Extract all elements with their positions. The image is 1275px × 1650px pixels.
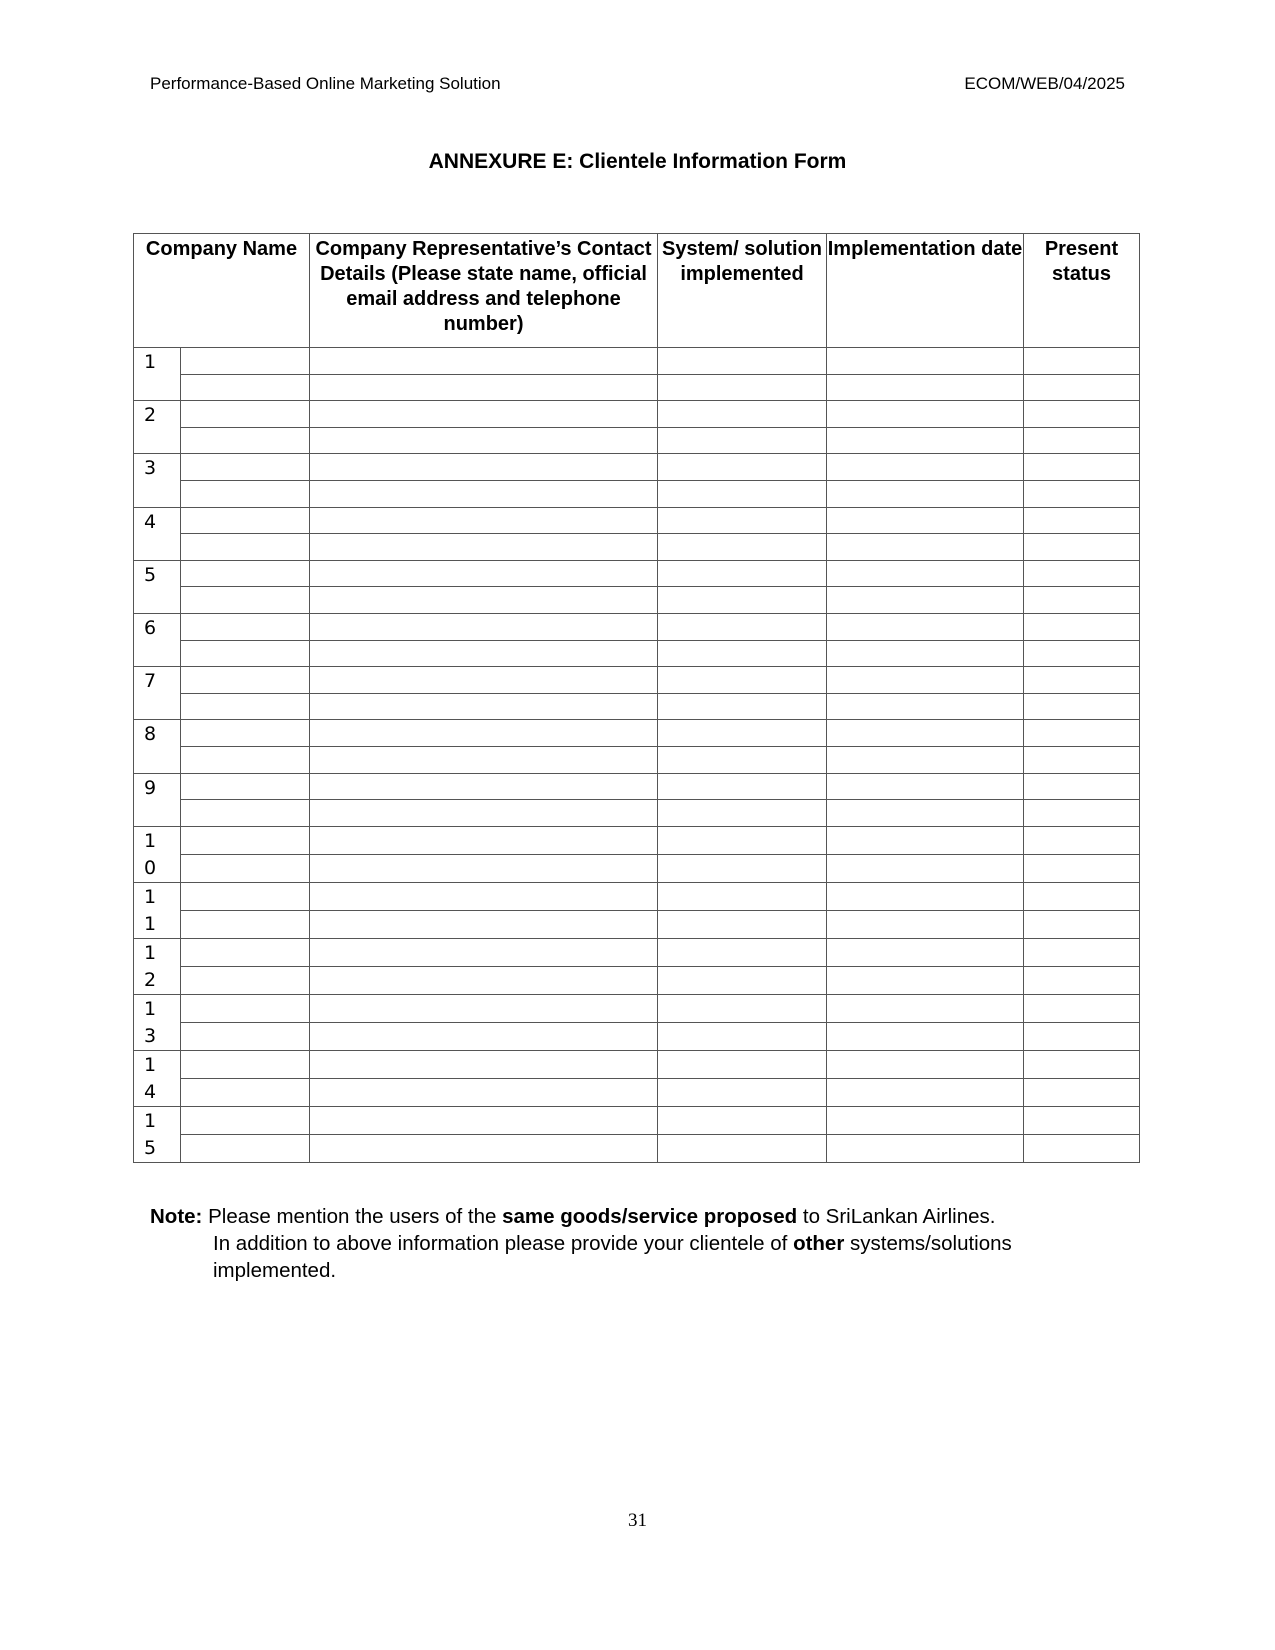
- blank-cell[interactable]: [181, 966, 310, 994]
- table-row: [134, 401, 1140, 428]
- blank-cell[interactable]: [658, 1106, 827, 1134]
- blank-cell[interactable]: [310, 938, 658, 966]
- note-bold-text: other: [793, 1232, 845, 1255]
- table-row: [134, 348, 1140, 375]
- blank-cell[interactable]: [1024, 854, 1140, 882]
- blank-cell[interactable]: [1024, 454, 1140, 481]
- blank-cell[interactable]: [658, 746, 827, 773]
- blank-cell[interactable]: [658, 882, 827, 910]
- blank-cell[interactable]: [827, 374, 1024, 401]
- table-row: [134, 720, 1140, 747]
- blank-cell[interactable]: [827, 800, 1024, 827]
- note-text: Please mention the users of the: [202, 1205, 503, 1228]
- table-row: [134, 613, 1140, 640]
- row-number: 6: [134, 613, 181, 666]
- header-document-title: Performance-Based Online Marketing Solution: [150, 74, 501, 93]
- blank-cell[interactable]: [310, 587, 658, 614]
- blank-cell[interactable]: [827, 1022, 1024, 1050]
- table-row: [134, 746, 1140, 773]
- blank-cell[interactable]: [827, 534, 1024, 561]
- blank-cell[interactable]: [181, 1022, 310, 1050]
- blank-cell[interactable]: [310, 882, 658, 910]
- row-number: 4: [134, 507, 181, 560]
- blank-cell[interactable]: [1024, 401, 1140, 428]
- blank-cell[interactable]: [181, 720, 310, 747]
- table-row: [134, 773, 1140, 800]
- blank-cell[interactable]: [658, 534, 827, 561]
- row-number: 1 1: [134, 882, 181, 938]
- row-number: 3: [134, 454, 181, 507]
- blank-cell[interactable]: [181, 1050, 310, 1078]
- blank-cell[interactable]: [310, 613, 658, 640]
- blank-cell[interactable]: [181, 587, 310, 614]
- blank-cell[interactable]: [827, 1078, 1024, 1106]
- table-row: [134, 966, 1140, 994]
- col-header-system-solution: System/ solution implemented: [658, 234, 827, 348]
- blank-cell[interactable]: [827, 560, 1024, 587]
- blank-cell[interactable]: [310, 348, 658, 375]
- blank-cell[interactable]: [1024, 994, 1140, 1022]
- blank-cell[interactable]: [181, 348, 310, 375]
- blank-cell[interactable]: [181, 454, 310, 481]
- blank-cell[interactable]: [181, 773, 310, 800]
- table-header-row: [134, 234, 1140, 348]
- blank-cell[interactable]: [827, 966, 1024, 994]
- blank-cell[interactable]: [658, 401, 827, 428]
- blank-cell[interactable]: [658, 1050, 827, 1078]
- blank-cell[interactable]: [1024, 507, 1140, 534]
- blank-cell[interactable]: [827, 746, 1024, 773]
- blank-cell[interactable]: [658, 910, 827, 938]
- blank-cell[interactable]: [658, 994, 827, 1022]
- col-header-contact-details: Company Representative’s Contact Details (Please state name, official email address and telephone number): [310, 234, 658, 348]
- blank-cell[interactable]: [1024, 800, 1140, 827]
- blank-cell[interactable]: [827, 640, 1024, 667]
- table-row: [134, 640, 1140, 667]
- table-row: [134, 1078, 1140, 1106]
- blank-cell[interactable]: [1024, 613, 1140, 640]
- blank-cell[interactable]: [1024, 882, 1140, 910]
- blank-cell[interactable]: [1024, 560, 1140, 587]
- blank-cell[interactable]: [181, 667, 310, 694]
- blank-cell[interactable]: [658, 1134, 827, 1162]
- row-number: 1 4: [134, 1050, 181, 1106]
- blank-cell[interactable]: [658, 667, 827, 694]
- blank-cell[interactable]: [1024, 1050, 1140, 1078]
- blank-cell[interactable]: [658, 966, 827, 994]
- blank-cell[interactable]: [827, 910, 1024, 938]
- blank-cell[interactable]: [827, 720, 1024, 747]
- blank-cell[interactable]: [310, 1022, 658, 1050]
- blank-cell[interactable]: [658, 1022, 827, 1050]
- blank-cell[interactable]: [310, 1134, 658, 1162]
- table-row: [134, 374, 1140, 401]
- row-number: 9: [134, 773, 181, 826]
- blank-cell[interactable]: [181, 1106, 310, 1134]
- blank-cell[interactable]: [181, 800, 310, 827]
- blank-cell[interactable]: [310, 800, 658, 827]
- blank-cell[interactable]: [181, 507, 310, 534]
- blank-cell[interactable]: [1024, 1022, 1140, 1050]
- blank-cell[interactable]: [658, 374, 827, 401]
- table-row: [134, 427, 1140, 454]
- blank-cell[interactable]: [181, 938, 310, 966]
- blank-cell[interactable]: [658, 480, 827, 507]
- blank-cell[interactable]: [1024, 348, 1140, 375]
- blank-cell[interactable]: [1024, 1078, 1140, 1106]
- blank-cell[interactable]: [658, 507, 827, 534]
- row-number: 8: [134, 720, 181, 773]
- blank-cell[interactable]: [827, 773, 1024, 800]
- table-row: [134, 560, 1140, 587]
- blank-cell[interactable]: [181, 746, 310, 773]
- blank-cell[interactable]: [827, 994, 1024, 1022]
- table-row: [134, 1134, 1140, 1162]
- blank-cell[interactable]: [310, 480, 658, 507]
- table-row: [134, 882, 1140, 910]
- blank-cell[interactable]: [827, 667, 1024, 694]
- blank-cell[interactable]: [1024, 1106, 1140, 1134]
- note-line-1: [150, 1203, 1110, 1230]
- blank-cell[interactable]: [658, 1078, 827, 1106]
- form-title: ANNEXURE E: Clientele Information Form: [428, 150, 847, 173]
- blank-cell[interactable]: [310, 910, 658, 938]
- blank-cell[interactable]: [827, 938, 1024, 966]
- blank-cell[interactable]: [1024, 374, 1140, 401]
- page-number: 31: [628, 1510, 647, 1531]
- blank-cell[interactable]: [181, 882, 310, 910]
- blank-cell[interactable]: [310, 693, 658, 720]
- blank-cell[interactable]: [827, 401, 1024, 428]
- blank-cell[interactable]: [658, 613, 827, 640]
- table-row: [134, 854, 1140, 882]
- table-row: [134, 994, 1140, 1022]
- blank-cell[interactable]: [310, 720, 658, 747]
- table-row: [134, 910, 1140, 938]
- blank-cell[interactable]: [310, 1050, 658, 1078]
- blank-cell[interactable]: [1024, 938, 1140, 966]
- blank-cell[interactable]: [827, 854, 1024, 882]
- row-number: 1 2: [134, 938, 181, 994]
- blank-cell[interactable]: [827, 480, 1024, 507]
- blank-cell[interactable]: [310, 667, 658, 694]
- table-row: [134, 454, 1140, 481]
- blank-cell[interactable]: [310, 1078, 658, 1106]
- row-number: 2: [134, 401, 181, 454]
- clientele-table: [133, 233, 1140, 1163]
- blank-cell[interactable]: [658, 826, 827, 854]
- blank-cell[interactable]: [1024, 910, 1140, 938]
- blank-cell[interactable]: [310, 1106, 658, 1134]
- col-header-company-name: Company Name: [134, 234, 310, 348]
- blank-cell[interactable]: [181, 1078, 310, 1106]
- blank-cell[interactable]: [658, 427, 827, 454]
- blank-cell[interactable]: [658, 560, 827, 587]
- table-row: [134, 1050, 1140, 1078]
- blank-cell[interactable]: [827, 587, 1024, 614]
- table-row: [134, 800, 1140, 827]
- table-row: [134, 1022, 1140, 1050]
- blank-cell[interactable]: [1024, 640, 1140, 667]
- blank-cell[interactable]: [181, 910, 310, 938]
- row-number: 1: [134, 348, 181, 401]
- blank-cell[interactable]: [658, 640, 827, 667]
- row-number: 1 0: [134, 826, 181, 882]
- blank-cell[interactable]: [310, 994, 658, 1022]
- blank-cell[interactable]: [1024, 966, 1140, 994]
- note-text: In addition to above information please provide your clientele of: [213, 1232, 794, 1255]
- row-number: 5: [134, 560, 181, 613]
- table-row: [134, 693, 1140, 720]
- blank-cell[interactable]: [181, 854, 310, 882]
- blank-cell[interactable]: [310, 507, 658, 534]
- blank-cell[interactable]: [1024, 534, 1140, 561]
- table-row: [134, 938, 1140, 966]
- blank-cell[interactable]: [1024, 746, 1140, 773]
- table-row: [134, 826, 1140, 854]
- blank-cell[interactable]: [1024, 773, 1140, 800]
- blank-cell[interactable]: [181, 427, 310, 454]
- note-text: systems/solutions implemented.: [213, 1232, 1012, 1282]
- blank-cell[interactable]: [181, 534, 310, 561]
- blank-cell[interactable]: [827, 882, 1024, 910]
- blank-cell[interactable]: [827, 507, 1024, 534]
- blank-cell[interactable]: [310, 427, 658, 454]
- note-bold-text: same goods/service proposed: [502, 1205, 798, 1228]
- blank-cell[interactable]: [310, 746, 658, 773]
- blank-cell[interactable]: [827, 1134, 1024, 1162]
- table-row: [134, 667, 1140, 694]
- blank-cell[interactable]: [1024, 720, 1140, 747]
- blank-cell[interactable]: [181, 994, 310, 1022]
- blank-cell[interactable]: [658, 348, 827, 375]
- note: [150, 1203, 1110, 1284]
- blank-cell[interactable]: [1024, 826, 1140, 854]
- table-row: [134, 1106, 1140, 1134]
- blank-cell[interactable]: [310, 534, 658, 561]
- blank-cell[interactable]: [181, 613, 310, 640]
- note-line-2: [150, 1230, 1110, 1284]
- blank-cell[interactable]: [181, 640, 310, 667]
- col-header-implementation-date: Implementation date: [827, 234, 1024, 348]
- blank-cell[interactable]: [1024, 427, 1140, 454]
- table-row: [134, 534, 1140, 561]
- blank-cell[interactable]: [310, 560, 658, 587]
- header-reference-number: ECOM/WEB/04/2025: [964, 74, 1125, 93]
- blank-cell[interactable]: [310, 773, 658, 800]
- row-number: 1 3: [134, 994, 181, 1050]
- table-row: [134, 587, 1140, 614]
- blank-cell[interactable]: [827, 1050, 1024, 1078]
- blank-cell[interactable]: [181, 560, 310, 587]
- blank-cell[interactable]: [181, 1134, 310, 1162]
- blank-cell[interactable]: [1024, 693, 1140, 720]
- blank-cell[interactable]: [1024, 480, 1140, 507]
- blank-cell[interactable]: [827, 427, 1024, 454]
- blank-cell[interactable]: [181, 480, 310, 507]
- blank-cell[interactable]: [181, 693, 310, 720]
- blank-cell[interactable]: [310, 401, 658, 428]
- blank-cell[interactable]: [827, 826, 1024, 854]
- blank-cell[interactable]: [310, 854, 658, 882]
- row-number: 1 5: [134, 1106, 181, 1162]
- blank-cell[interactable]: [310, 454, 658, 481]
- blank-cell[interactable]: [310, 640, 658, 667]
- blank-cell[interactable]: [658, 587, 827, 614]
- blank-cell[interactable]: [658, 938, 827, 966]
- blank-cell[interactable]: [310, 826, 658, 854]
- blank-cell[interactable]: [658, 720, 827, 747]
- blank-cell[interactable]: [310, 966, 658, 994]
- table-row: [134, 480, 1140, 507]
- note-label: Note:: [150, 1205, 203, 1228]
- row-number: 7: [134, 667, 181, 720]
- blank-cell[interactable]: [658, 854, 827, 882]
- note-text: to SriLankan Airlines.: [797, 1205, 996, 1228]
- blank-cell[interactable]: [658, 773, 827, 800]
- blank-cell[interactable]: [827, 613, 1024, 640]
- blank-cell[interactable]: [1024, 1134, 1140, 1162]
- blank-cell[interactable]: [181, 826, 310, 854]
- blank-cell[interactable]: [658, 800, 827, 827]
- col-header-present-status: Present status: [1024, 234, 1140, 348]
- table-body: [134, 348, 1140, 1163]
- blank-cell[interactable]: [827, 348, 1024, 375]
- table-row: [134, 507, 1140, 534]
- blank-cell[interactable]: [658, 693, 827, 720]
- blank-cell[interactable]: [827, 454, 1024, 481]
- blank-cell[interactable]: [658, 454, 827, 481]
- blank-cell[interactable]: [181, 374, 310, 401]
- blank-cell[interactable]: [181, 401, 310, 428]
- blank-cell[interactable]: [1024, 587, 1140, 614]
- blank-cell[interactable]: [827, 1106, 1024, 1134]
- blank-cell[interactable]: [827, 693, 1024, 720]
- blank-cell[interactable]: [310, 374, 658, 401]
- blank-cell[interactable]: [1024, 667, 1140, 694]
